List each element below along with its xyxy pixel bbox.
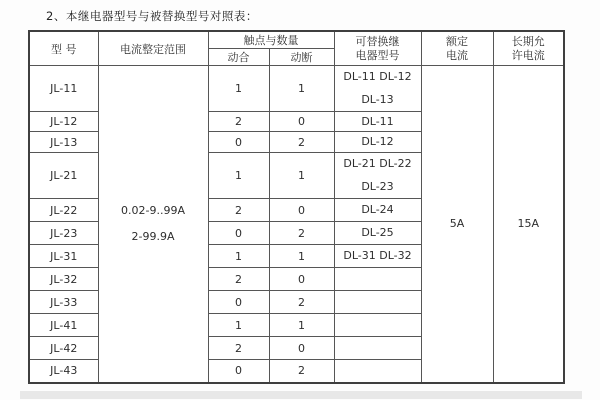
replaceable-model-line1: DL-21 DL-22 <box>343 157 412 170</box>
relay-comparison-table <box>28 30 565 384</box>
nc-count-cell: 0 <box>269 199 334 222</box>
no-count-cell: 2 <box>208 112 269 132</box>
longterm-current-cell: 15A <box>493 66 564 383</box>
replaceable-model-cell <box>334 112 421 132</box>
no-count-cell: 0 <box>208 360 269 383</box>
replaceable-model-cell <box>334 245 421 268</box>
nc-count-cell: 0 <box>269 268 334 291</box>
nc-count-cell: 2 <box>269 291 334 314</box>
col-header-replaceable-line2: 电器型号 <box>355 48 400 62</box>
page-title: 2、本继电器型号与被替换型号对照表： <box>46 9 258 23</box>
replaceable-model-cell <box>334 153 421 199</box>
table-row <box>29 66 564 112</box>
nc-count-cell: 0 <box>269 112 334 132</box>
model-cell: JL-42 <box>29 337 98 360</box>
replaceable-model-line2: DL-13 <box>361 93 394 106</box>
no-count-cell: 2 <box>208 337 269 360</box>
nc-count-cell: 1 <box>269 245 334 268</box>
nc-count-cell: 0 <box>269 337 334 360</box>
model-cell: JL-21 <box>29 153 98 199</box>
col-header-rated-line1: 额定 <box>446 34 468 48</box>
col-header-rated <box>421 31 493 66</box>
no-count-cell: 0 <box>208 291 269 314</box>
replaceable-model-line1: DL-12 <box>361 135 394 148</box>
no-count-cell: 1 <box>208 314 269 337</box>
current-range-line1: 0.02-9..99A <box>121 204 185 218</box>
replaceable-model-cell <box>334 337 421 360</box>
replaceable-model-cell <box>334 314 421 337</box>
replaceable-model-cell <box>334 199 421 222</box>
nc-count-cell: 2 <box>269 132 334 153</box>
model-cell: JL-31 <box>29 245 98 268</box>
col-header-model: 型 号 <box>29 31 98 66</box>
no-count-cell: 2 <box>208 268 269 291</box>
page-bottom-divider <box>20 391 582 399</box>
col-header-normally-closed: 动断 <box>269 49 334 66</box>
model-cell: JL-43 <box>29 360 98 383</box>
replaceable-model-line1: DL-11 <box>361 114 394 128</box>
replaceable-model-cell <box>334 291 421 314</box>
no-count-cell: 0 <box>208 132 269 153</box>
model-cell: JL-41 <box>29 314 98 337</box>
header-row-1 <box>29 31 564 49</box>
col-header-longterm-line1: 长期允 <box>511 34 545 48</box>
nc-count-cell: 1 <box>269 153 334 199</box>
replaceable-model-cell <box>334 66 421 112</box>
model-cell: JL-22 <box>29 199 98 222</box>
model-cell: JL-32 <box>29 268 98 291</box>
model-cell: JL-12 <box>29 112 98 132</box>
col-header-current-range: 电流整定范围 <box>98 31 208 66</box>
col-header-normally-open: 动合 <box>208 49 269 66</box>
replaceable-model-cell <box>334 360 421 383</box>
nc-count-cell: 2 <box>269 222 334 245</box>
replaceable-model-cell <box>334 268 421 291</box>
nc-count-cell: 2 <box>269 360 334 383</box>
replaceable-model-cell <box>334 132 421 153</box>
replaceable-model-line1: DL-24 <box>361 203 394 216</box>
replaceable-model-line2: DL-23 <box>361 180 394 193</box>
col-header-replaceable <box>334 31 421 66</box>
replaceable-model-line1: DL-25 <box>361 226 394 239</box>
current-range-line2: 2-99.9A <box>131 230 175 244</box>
model-cell: JL-13 <box>29 132 98 153</box>
no-count-cell: 1 <box>208 66 269 112</box>
current-range-cell <box>98 66 208 383</box>
col-header-replaceable-line1: 可替换继 <box>355 34 400 48</box>
model-cell: JL-33 <box>29 291 98 314</box>
no-count-cell: 0 <box>208 222 269 245</box>
nc-count-cell: 1 <box>269 314 334 337</box>
col-header-rated-line2: 电流 <box>446 48 468 62</box>
no-count-cell: 1 <box>208 153 269 199</box>
nc-count-cell: 1 <box>269 66 334 112</box>
model-cell: JL-23 <box>29 222 98 245</box>
replaceable-model-cell <box>334 222 421 245</box>
col-header-longterm-line2: 许电流 <box>511 48 545 62</box>
col-header-longterm <box>493 31 564 66</box>
no-count-cell: 2 <box>208 199 269 222</box>
replaceable-model-line1: DL-11 DL-12 <box>343 70 412 83</box>
no-count-cell: 1 <box>208 245 269 268</box>
col-header-contacts-group: 触点与数量 <box>208 31 334 49</box>
replaceable-model-line1: DL-31 DL-32 <box>343 249 412 262</box>
model-cell: JL-11 <box>29 66 98 112</box>
rated-current-cell: 5A <box>421 66 493 383</box>
